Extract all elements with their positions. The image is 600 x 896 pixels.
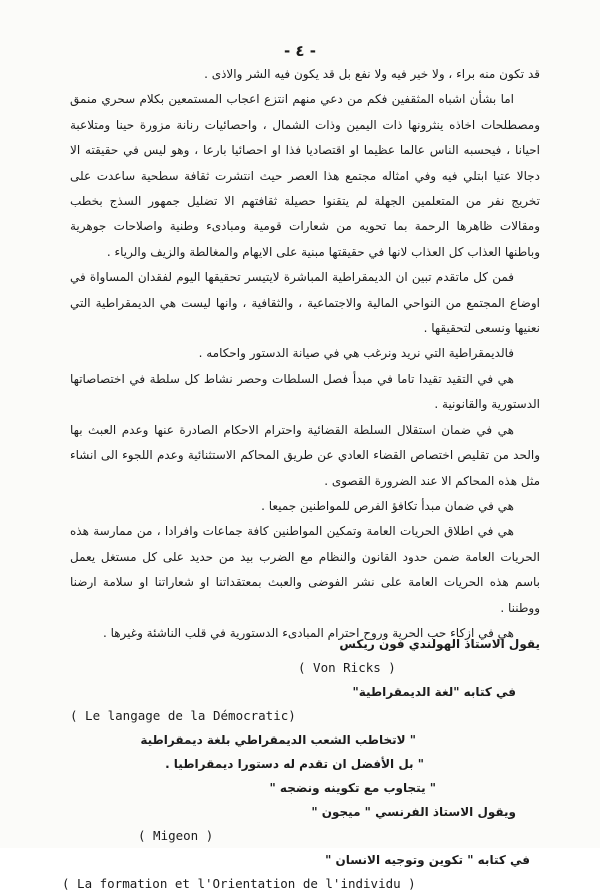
quote-line-migeon: ويقول الاستاذ الفرنسي " ميجون " [311,805,516,819]
latin-name-von-ricks: ( Von Ricks ) [298,660,396,675]
quote-line-3: " يتجاوب مع تكوينه ونضجه " [269,781,436,795]
latin-book-title: ( Le langage de la Démocratic) [70,708,296,723]
quote-line-book-title: في كتابه "لغة الديمقراطية" [352,685,516,699]
paragraph: هي في اطلاق الحريات العامة وتمكين المواطنين كافة جماعات وافرادا ، من ممارسة هذه الحريات العامة ضمن حدود القانون والنظام مع الضرب بيد من حديد على كل مستغل يعمل باسم هذه الحريات العامة على نشر الفوضى والعبث بمعتقداتنا او شعاراتنا او سلامة ارضنا ووطننا . [70,524,540,615]
paragraph: اما بشأن اشباه المثقفين فكم من دعي منهم انتزع اعجاب المستمعين بكلام سحري منمق ومصطلحات اخاذه ينثرونها ذات اليمين وذات الشمال ، واحصائيات رنانة مزورة حينا ومتلاعبة احيانا ، فيحسبه الناس عالما عظيما او اقتصاديا فذا او احصائيا بارعا ، وهو ليس في حقيقته الا دجالا عتيا ابتلي فيه وفي امثاله مجتمع هذا العصر حيث انتشرت ثقافة سطحية ساعدت على تخريج نفر من المتعلمين الجهلة لم يتقنوا حصيلة ثقافتهم الا تضليل جمهور السذج بخطب ومقالات ظاهرها الرحمة بما تحويه من شعارات قومية ومبادىء وطنية واصلاحات جوهرية وباطنها العذاب كل العذاب لانها في حقيقتها مبنية على الايهام والمغالطة والزيف والرياء . [70,92,540,259]
latin-book-title-migeon: ( La formation et l'Orientation de l'individu ) [62,876,416,891]
paragraph: هي في ضمان استقلال السلطة القضائية واحترام الاحكام الصادرة عنها وعدم العبث بها والحد من تقليص اختصاص القضاء العادي عن طريق المحاكم الاستثنائية وعدم اللجوء الى انشاء مثل هذه المحاكم الا عند الضرورة القصوى . [70,422,540,488]
quote-line-2: " بل الأفضل ان تقدم له دستورا ديمقراطيا . [165,757,424,771]
paragraph: قد تكون منه براء ، ولا خير فيه ولا نفع بل قد يكون فيه الشر والاذى . [204,67,540,81]
quotes-section [62,632,540,896]
paragraph: هي في ازكاء حب الحرية وروح احترام المبادىء الدستورية في قلب الناشئة وغيرها . [102,625,514,640]
quote-line-1: " لاتخاطب الشعب الديمقراطي بلغة ديمقراطية [140,733,416,747]
paragraph: فالديمقراطية التي نريد ونرغب هي في صيانة الدستور واحكامه . [198,346,514,361]
quote-line-migeon-book: في كتابه " تكوين وتوجيه الانسان " [325,853,530,867]
latin-name-migeon: ( Migeon ) [138,828,214,843]
paragraph: هي في ضمان مبدأ تكافؤ الفرص للمواطنين جميعا . [261,498,514,513]
body-text [70,62,540,646]
quote-line-von-ricks: يقول الاستاذ الهولندي فون ريكس [339,637,540,651]
paragraph: هي في التقيد تقيدا تاما في مبدأ فصل السلطات وحصر نشاط كل سلطة في اختصاصاتها الدستورية والقانونية . [70,371,540,412]
page-number: - ٤ - [283,42,317,60]
paragraph: فمن كل ماتقدم تبين ان الديمقراطية المباشرة لايتيسر تحقيقها اليوم لفقدان المساواة في اوضاع المجتمع من النواحي المالية والاجتماعية ، والثقافية ، وانها ليست هي الديمقراطية التي نعنيها ونسعى لتحقيقها . [70,270,540,336]
